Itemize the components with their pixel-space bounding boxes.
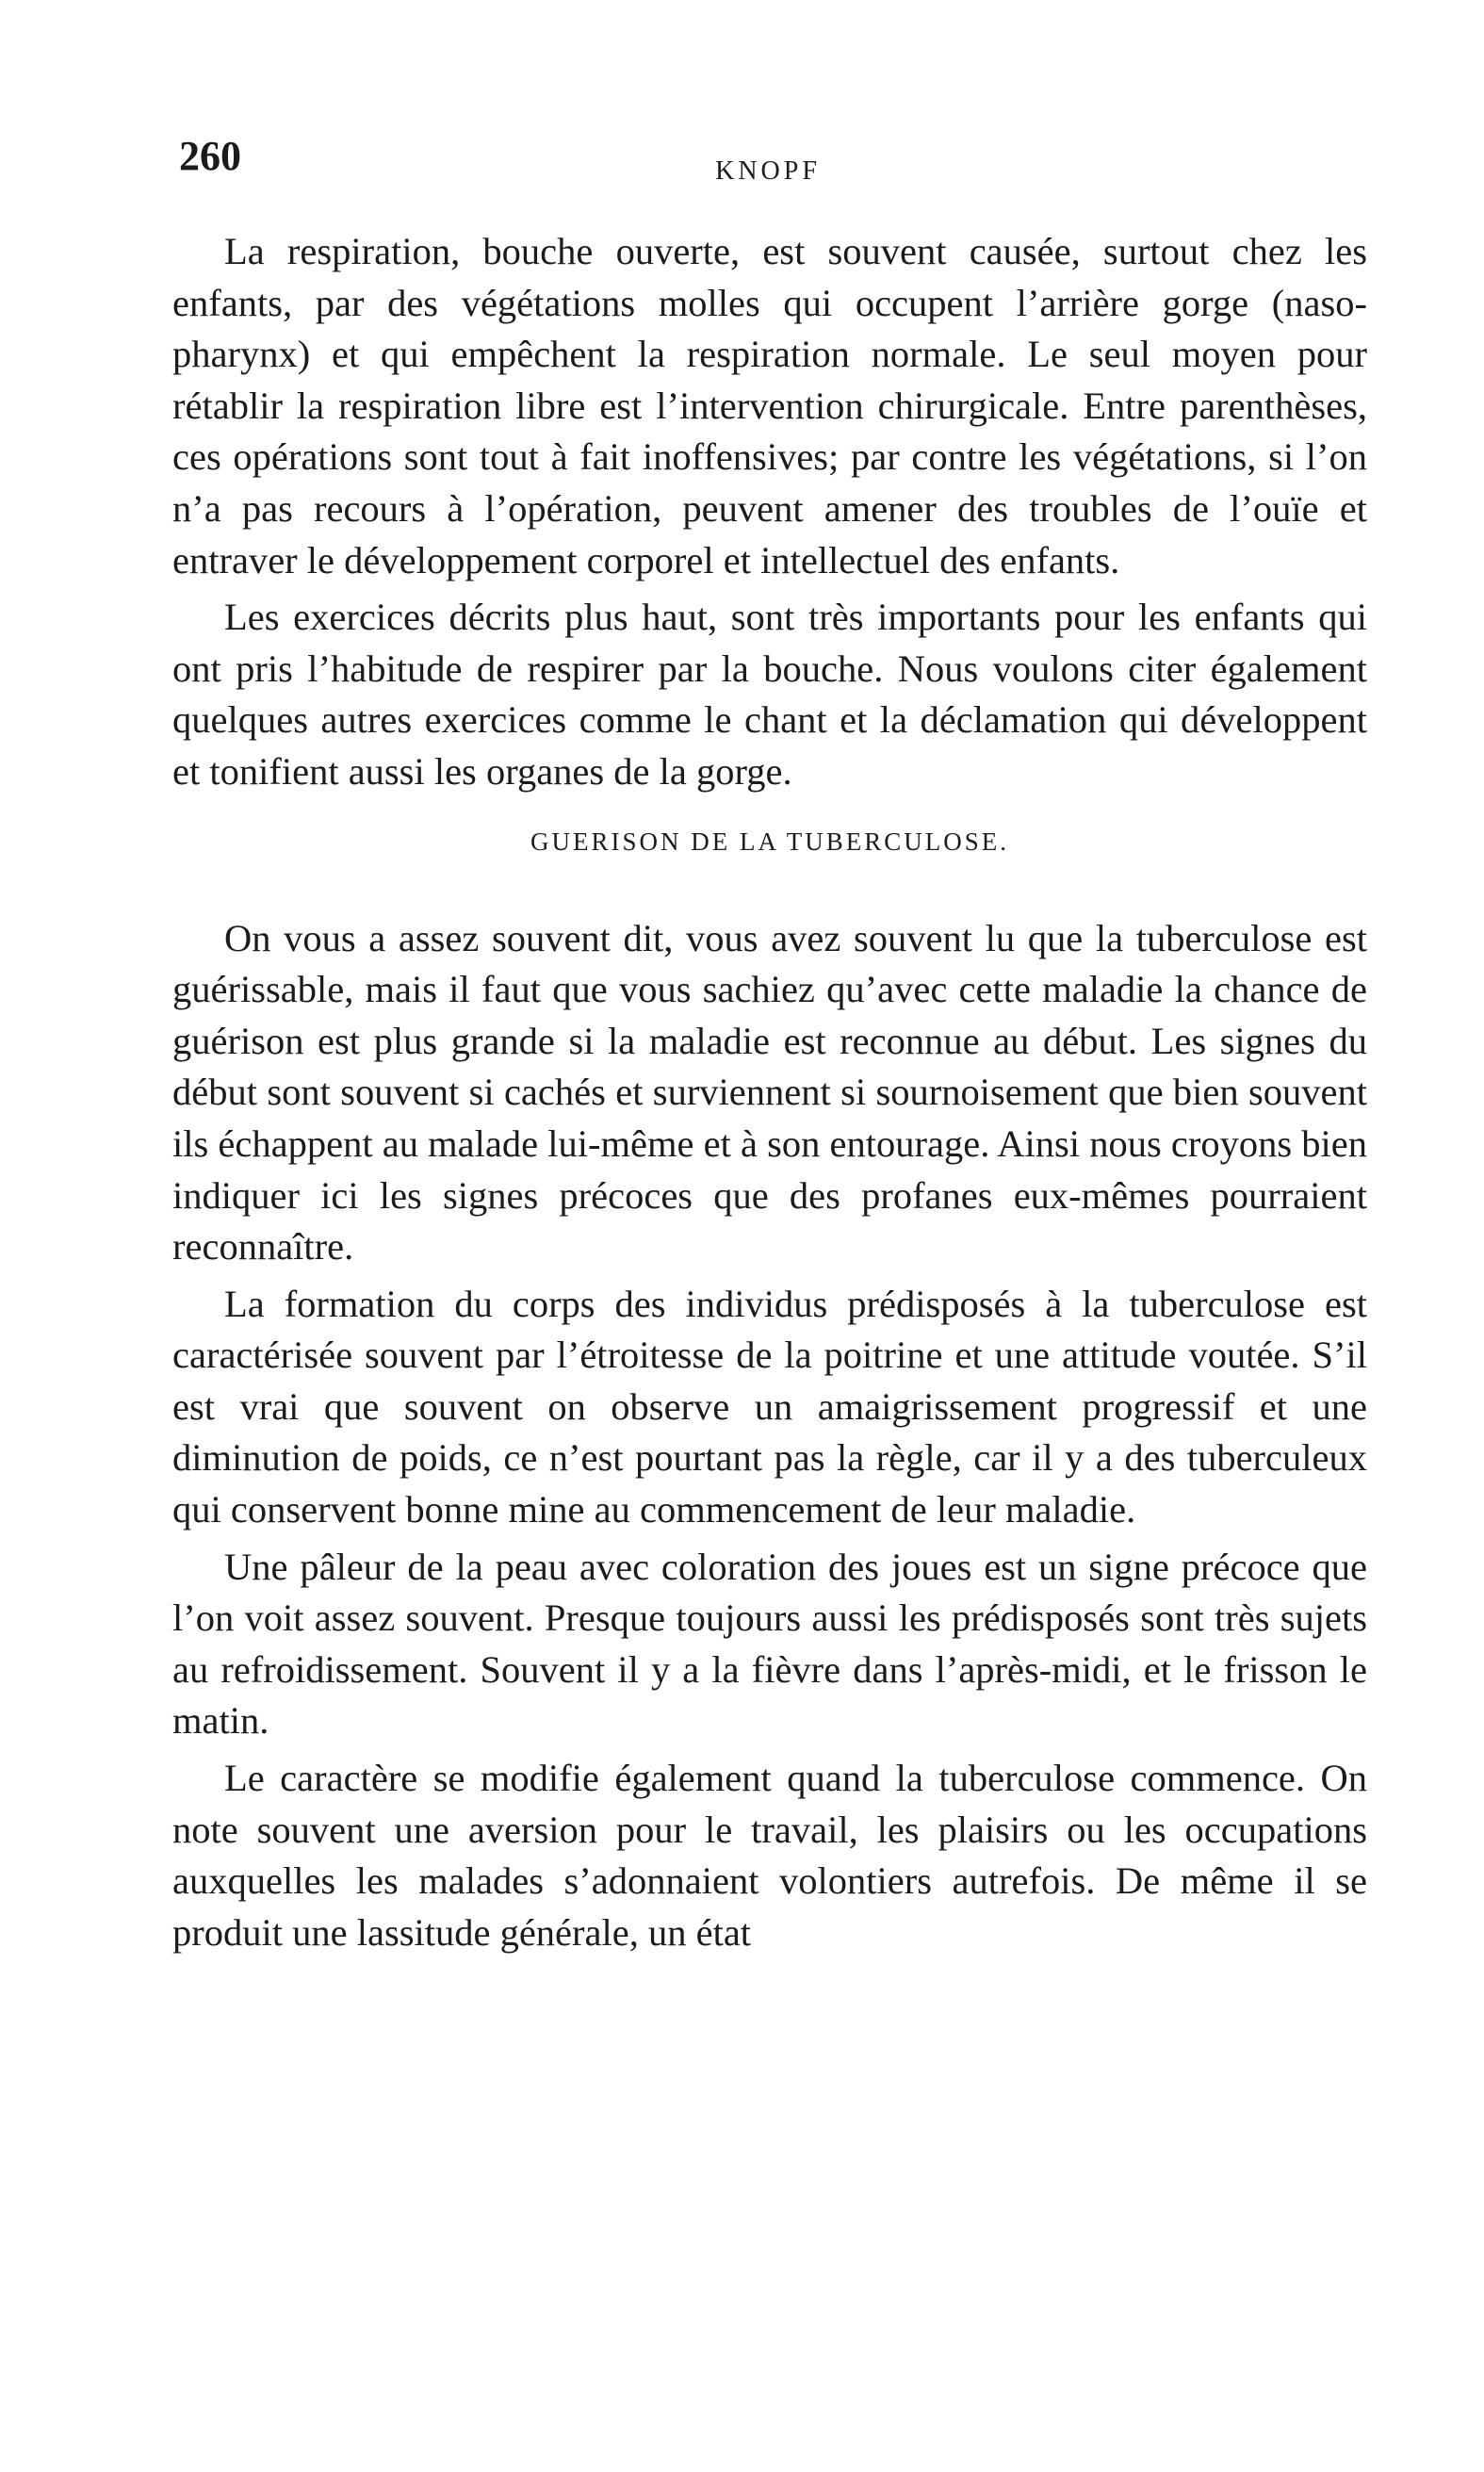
paragraph-curability: On vous a assez souvent dit, vous avez souvent lu que la tuberculose est guérissable, mais il faut que vous sachiez qu’avec cette maladie la chance de guérison est plus grande si la maladie est reconnue au début. Les signes du début sont souvent si cachés et surviennent si sournoisement que bien souvent ils échappent au malade lui-même et à son entourage. Ainsi nous croyons bien indiquer ici les signes précoces que des profanes eux-mêmes pourraient reconnaître. [172, 916, 1367, 1269]
paragraph-adenoids: La respiration, bouche ouverte, est souvent causée, surtout chez les enfants, par des végétations molles qui occupent l’arrière gorge (naso-pharynx) et qui empêchent la respiration normale. Le seul moyen pour rétablir la respiration libre est l’intervention chirurgicale. Entre parenthèses, ces opérations sont tout à fait inoffensives; par contre les végétations, si l’on n’a pas recours à l’opération, peuvent amener des troubles de l’ouïe et entraver le développement corporel et intellectuel des enfants. [172, 230, 1367, 581]
running-title: KNOPF [715, 156, 821, 186]
page-header [179, 132, 1357, 188]
body-text [172, 226, 1367, 1964]
paragraph-body-formation: La formation du corps des individus prédisposés à la tuberculose est caractérisée souvent par l’étroitesse de la poitrine et une attitude voutée. S’il est vrai que souvent on observe un amaigrissement progressif et une diminution de poids, ce n’est pourtant pas la règle, car il y a des tuberculeux qui conservent bonne mine au commencement de leur maladie. [172, 1282, 1367, 1531]
paragraph-pallor: Une pâleur de la peau avec coloration des joues est un signe précoce que l’on voit assez souvent. Presque toujours aussi les prédisposés sont très sujets au refroidissement. Souvent il y a la fièvre dans l’après-midi, et le frisson le matin. [172, 1545, 1367, 1743]
page-number: 260 [179, 133, 241, 179]
paragraph-character: Le caractère se modifie également quand la tuberculose commence. On note souvent une aversion pour le travail, les plaisirs ou les occupations auxquelles les malades s’adonnaient volontiers autrefois. De même il se produit une lassitude générale, un état [172, 1757, 1367, 1954]
paragraph-exercises: Les exercices décrits plus haut, sont très importants pour les enfants qui ont pris l’habitude de respirer par la bouche. Nous voulons citer également quelques autres exercices comme le chant et la déclamation qui développent et tonifient aussi les organes de la gorge. [172, 596, 1367, 793]
section-heading: GUERISON DE LA TUBERCULOSE. [530, 827, 1010, 856]
